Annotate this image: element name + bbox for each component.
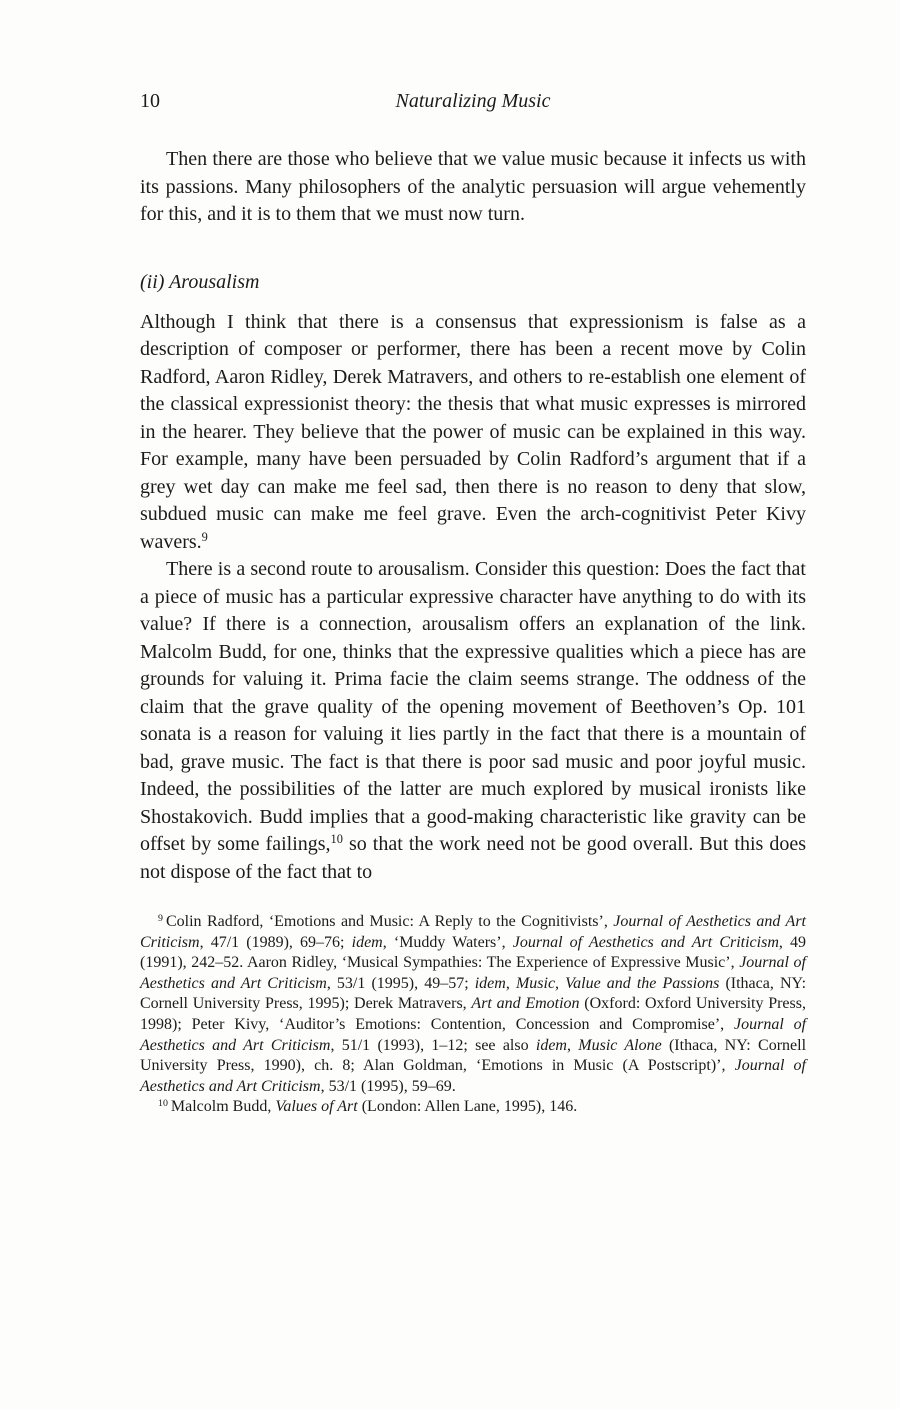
text-segment: (Ithaca, NY: Cornell University Press, 1995); Derek Matravers, bbox=[140, 974, 807, 1013]
text-segment: , bbox=[505, 974, 516, 992]
text-segment: Colin Radford, ‘Emotions and Music: A Reply to the Cognitivists’, bbox=[165, 913, 614, 930]
body-text bbox=[140, 146, 806, 886]
footnote-reference: 9 bbox=[201, 529, 208, 544]
text-segment: Although I think that there is a consensus that expressionism is false as a description of composer or performer, there has been a recent move by Colin Radford, Aaron Ridley, Derek Matravers, and others to re-establish one element of the classical expressionist theory: the thesis that what music expresses is mirrored in the hearer. They believe that the power of music can be explained in this way. For example, many have been persuaded by Colin Radford’s argument that if a grey wet day can make me feel sad, then there is no reason to deny that slow, subdued music can make me feel grave. Even the arch-cognitivist Peter Kivy wavers. bbox=[140, 310, 806, 553]
text-segment: Malcolm Budd, bbox=[170, 1098, 276, 1116]
paragraph-arousalism-2 bbox=[140, 556, 806, 886]
text-segment: Journal of Aesthetics and Art Criticism bbox=[140, 913, 807, 951]
text-segment: Journal of Aesthetics and Art Criticism bbox=[140, 1057, 807, 1095]
text-block bbox=[140, 90, 806, 1118]
footnote-9-text bbox=[140, 913, 806, 1095]
text-segment: (London: Allen Lane, 1995), 146. bbox=[357, 1098, 578, 1116]
text-segment: Journal of Aesthetics and Art Criticism bbox=[140, 1015, 807, 1054]
running-head bbox=[140, 90, 806, 118]
text-segment: so that the work need not be good overall. But this does not dispose of the fact that to bbox=[140, 833, 806, 883]
paragraph-intro bbox=[140, 146, 806, 229]
text-segment: Then there are those who believe that we value music because it infects us with its passions. Many philosophers of the analytic persuasion will argue vehemently for this, and it is to them that we must now turn. bbox=[140, 148, 806, 225]
text-segment: , 53/1 (1995), 49–57; bbox=[326, 974, 475, 992]
text-segment: Music Alone bbox=[578, 1036, 662, 1054]
text-segment: , ‘Muddy Waters’, bbox=[382, 933, 513, 951]
text-segment: , 51/1 (1993), 1–12; see also bbox=[330, 1036, 536, 1054]
footnote-10-marker: 10 bbox=[158, 1097, 168, 1109]
running-title: Naturalizing Music bbox=[395, 90, 551, 112]
paragraph-arousalism-1 bbox=[140, 309, 806, 557]
text-segment: Values of Art bbox=[275, 1098, 358, 1116]
footnote-9 bbox=[140, 912, 806, 1097]
text-segment: , 49 (1991), 242–52. Aaron Ridley, ‘Musical Sympathies: The Experience of Expressive Music’, bbox=[140, 933, 807, 972]
text-segment: Journal of Aesthetics and Art Criticism bbox=[140, 954, 807, 992]
section-heading: (ii) Arousalism bbox=[140, 270, 260, 293]
text-segment: , 47/1 (1989), 69–76; bbox=[199, 933, 352, 951]
text-segment: Music, Value and the Passions bbox=[515, 974, 720, 992]
text-segment: , bbox=[566, 1036, 579, 1054]
text-segment: idem bbox=[351, 933, 383, 951]
text-segment: (Ithaca, NY: Cornell University Press, 1990), ch. 8; Alan Goldman, ‘Emotions in Music (A Postscript)’, bbox=[140, 1036, 807, 1075]
text-segment: idem bbox=[474, 974, 506, 992]
footnote-10-text bbox=[171, 1098, 577, 1115]
text-segment: idem bbox=[535, 1036, 567, 1054]
footnotes bbox=[140, 912, 806, 1118]
footnote-reference: 10 bbox=[330, 832, 343, 847]
footnote-10 bbox=[140, 1097, 806, 1118]
text-segment: Journal of Aesthetics and Art Criticism bbox=[512, 933, 779, 951]
footnote-9-marker: 9 bbox=[158, 912, 163, 924]
page-number: 10 bbox=[140, 90, 160, 112]
text-segment: , 53/1 (1995), 59–69. bbox=[320, 1077, 456, 1095]
text-segment: Art and Emotion bbox=[471, 995, 580, 1013]
text-segment: (Oxford: Oxford University Press, 1998); Peter Kivy, ‘Auditor’s Emotions: Contention, Concession and Compromise’, bbox=[140, 995, 806, 1033]
text-segment: There is a second route to arousalism. Consider this question: Does the fact that a piece of music has a particular expressive character have anything to do with its value? If there is a connection, arousalism offers an explanation of the link. Malcolm Budd, for one, thinks that the expressive qualities which a piece has are grounds for valuing it. Prima facie the claim seems strange. The oddness of the claim that the grave quality of the opening movement of Beethoven’s Op. 101 sonata is a reason for valuing it lies partly in the fact that there is a mountain of bad, grave music. The fact is that there is poor sad music and poor joyful music. Indeed, the possibilities of the latter are much explored by musical ironists like Shostakovich. Budd implies that a good-making characteristic like gravity can be offset by some failings, bbox=[140, 558, 806, 855]
